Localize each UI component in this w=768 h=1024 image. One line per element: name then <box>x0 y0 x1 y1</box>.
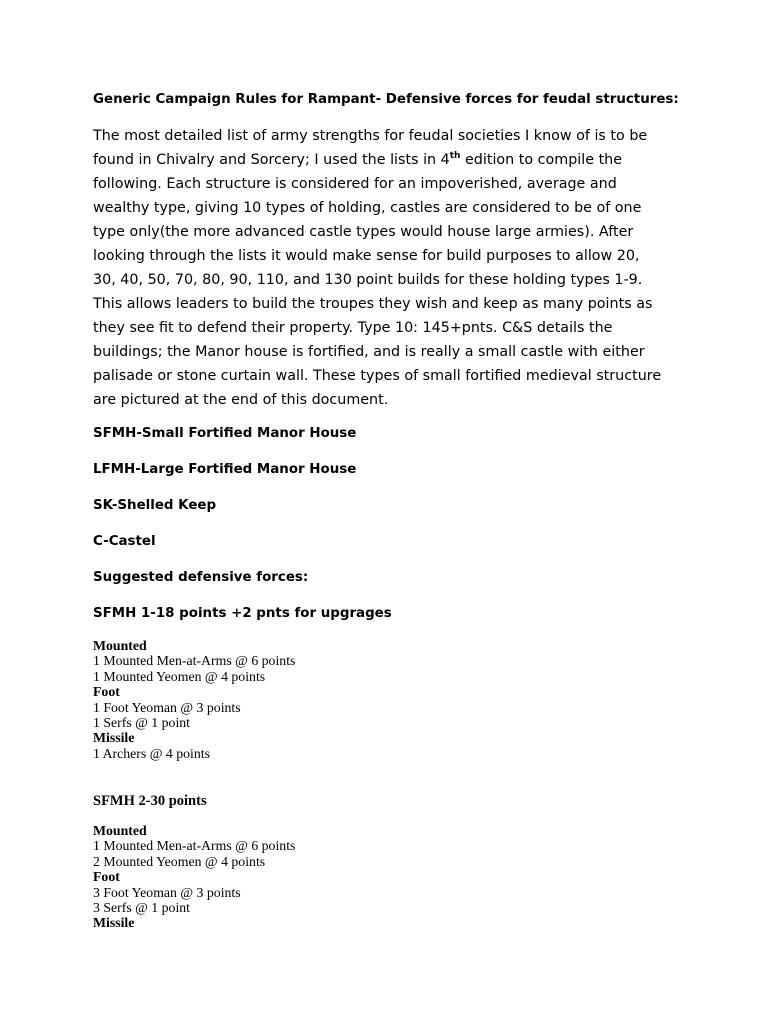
intro-text: edition to compile the <box>460 152 623 168</box>
unit-line: 3 Serfs @ 1 point <box>93 900 191 916</box>
suggested-forces-heading: Suggested defensive forces: <box>93 570 309 585</box>
intro-line <box>93 172 693 196</box>
intro-line <box>93 268 693 292</box>
intro-text: found in Chivalry and Sorcery; I used the lists in 4 <box>93 152 450 168</box>
intro-line <box>93 148 693 172</box>
unit-line: 1 Mounted Yeomen @ 4 points <box>93 668 266 684</box>
intro-text: 30, 40, 50, 70, 80, 90, 110, and 130 point builds for these holding types 1-9. <box>93 272 643 288</box>
category-label: Foot <box>93 684 120 700</box>
intro-text: are pictured at the end of this document. <box>93 392 389 408</box>
abbreviation-lfmh: LFMH-Large Fortified Manor House <box>93 462 357 477</box>
intro-text: they see fit to defend their property. Type 10: 145+pnts. C&S details the <box>93 320 613 336</box>
unit-line: 1 Serfs @ 1 point <box>93 715 191 731</box>
category-label: Missile <box>93 915 135 931</box>
category-label: Mounted <box>93 823 147 838</box>
category-label: Missile <box>93 730 135 746</box>
intro-line <box>93 364 693 388</box>
category-label: Foot <box>93 869 120 885</box>
superscript-ordinal: th <box>449 151 461 162</box>
intro-text: The most detailed list of army strengths for feudal societies I know of is to be <box>93 128 648 144</box>
intro-line <box>93 388 693 412</box>
intro-text: type only(the more advanced castle types would house large armies). After <box>93 224 634 240</box>
intro-text: wealthy type, giving 10 types of holding, castles are considered to be of one <box>93 200 642 216</box>
intro-text: This allows leaders to build the troupes they wish and keep as many points as <box>93 296 653 312</box>
section-heading-sfmh-1: SFMH 1-18 points +2 pnts for upgrages <box>93 606 392 621</box>
intro-line <box>93 196 693 220</box>
intro-paragraph <box>93 124 693 412</box>
intro-text: following. Each structure is considered for an impoverished, average and <box>93 176 617 192</box>
document-title: Generic Campaign Rules for Rampant- Defensive forces for feudal structures: <box>93 92 679 107</box>
intro-line <box>93 124 693 148</box>
force-list-sfmh-1 <box>93 638 295 761</box>
unit-line: 1 Archers @ 4 points <box>93 745 210 761</box>
abbreviation-c: C-Castel <box>93 534 156 549</box>
intro-line <box>93 340 693 364</box>
abbreviation-sfmh: SFMH-Small Fortified Manor House <box>93 426 357 441</box>
intro-text: buildings; the Manor house is fortified, and is really a small castle with either <box>93 344 645 360</box>
category-label: Mounted <box>93 638 147 653</box>
intro-line <box>93 316 693 340</box>
unit-line: 1 Foot Yeoman @ 3 points <box>93 699 241 715</box>
unit-line: 1 Mounted Men-at-Arms @ 6 points <box>93 653 296 669</box>
intro-line <box>93 244 693 268</box>
intro-text: palisade or stone curtain wall. These types of small fortified medieval structure <box>93 368 662 384</box>
section-heading-sfmh-2: SFMH 2-30 points <box>93 793 207 809</box>
force-list-sfmh-2 <box>93 823 295 931</box>
intro-line <box>93 292 693 316</box>
unit-line: 3 Foot Yeoman @ 3 points <box>93 884 241 900</box>
intro-text: looking through the lists it would make sense for build purposes to allow 20, <box>93 248 640 264</box>
abbreviation-sk: SK-Shelled Keep <box>93 498 217 513</box>
intro-line <box>93 220 693 244</box>
unit-line: 2 Mounted Yeomen @ 4 points <box>93 853 266 869</box>
unit-line: 1 Mounted Men-at-Arms @ 6 points <box>93 838 296 854</box>
